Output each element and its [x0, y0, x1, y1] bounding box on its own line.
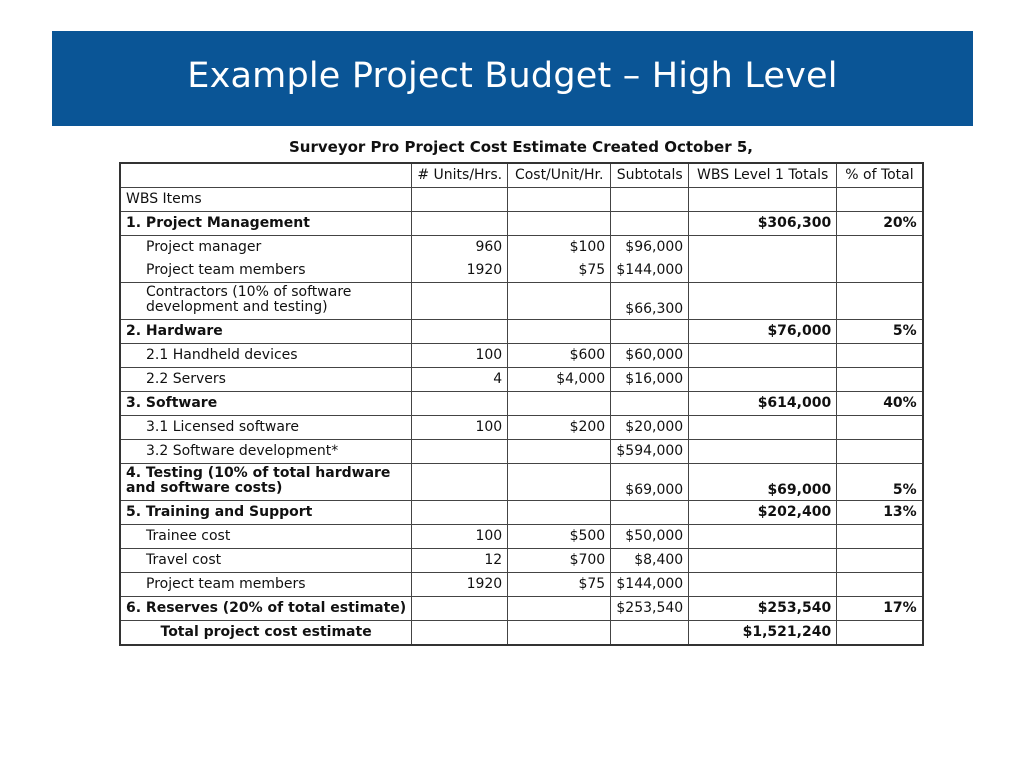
row-label: 3. Software	[120, 392, 412, 416]
cost-cell	[508, 283, 611, 320]
row-label: Total project cost estimate	[120, 621, 412, 646]
percent-cell	[837, 188, 923, 212]
total-cell: $1,521,240	[689, 621, 837, 646]
subtotal-cell	[611, 188, 689, 212]
row-label: Contractors (10% of software development and testing)	[120, 283, 412, 320]
table-row	[120, 236, 923, 260]
total-cell	[689, 236, 837, 260]
total-cell	[689, 344, 837, 368]
total-cell	[689, 259, 837, 283]
row-label: 3.2 Software development*	[120, 440, 412, 464]
row-label: 1. Project Management	[120, 212, 412, 236]
percent-cell	[837, 549, 923, 573]
subtotal-cell: $66,300	[611, 283, 689, 320]
subtotal-cell	[611, 501, 689, 525]
units-cell	[412, 621, 508, 646]
cost-cell	[508, 597, 611, 621]
table-row	[120, 464, 923, 501]
percent-cell	[837, 416, 923, 440]
cost-cell: $500	[508, 525, 611, 549]
units-cell: 12	[412, 549, 508, 573]
header-cell	[120, 163, 412, 188]
header-cell: % of Total	[837, 163, 923, 188]
subtotal-cell: $144,000	[611, 573, 689, 597]
percent-cell: 17%	[837, 597, 923, 621]
units-cell	[412, 464, 508, 501]
header-cell: Cost/Unit/Hr.	[508, 163, 611, 188]
percent-cell	[837, 525, 923, 549]
percent-cell: 5%	[837, 464, 923, 501]
table-row	[120, 525, 923, 549]
table-row	[120, 320, 923, 344]
total-cell	[689, 573, 837, 597]
units-cell	[412, 188, 508, 212]
table-row	[120, 549, 923, 573]
units-cell: 100	[412, 525, 508, 549]
subtotal-cell: $8,400	[611, 549, 689, 573]
percent-cell	[837, 259, 923, 283]
subtotal-cell: $144,000	[611, 259, 689, 283]
units-cell: 100	[412, 416, 508, 440]
subtotal-cell	[611, 392, 689, 416]
percent-cell	[837, 440, 923, 464]
percent-cell	[837, 573, 923, 597]
row-label: 6. Reserves (20% of total estimate)	[120, 597, 412, 621]
cost-cell: $100	[508, 236, 611, 260]
percent-cell	[837, 621, 923, 646]
total-cell: $614,000	[689, 392, 837, 416]
table-row	[120, 344, 923, 368]
table-row	[120, 259, 923, 283]
subtotal-cell: $96,000	[611, 236, 689, 260]
cost-cell: $75	[508, 573, 611, 597]
units-cell: 1920	[412, 573, 508, 597]
units-cell	[412, 212, 508, 236]
total-cell: $306,300	[689, 212, 837, 236]
cost-cell: $700	[508, 549, 611, 573]
units-cell	[412, 440, 508, 464]
row-label: Project manager	[120, 236, 412, 260]
total-cell	[689, 549, 837, 573]
total-row	[120, 621, 923, 646]
row-label: 5. Training and Support	[120, 501, 412, 525]
table-row	[120, 573, 923, 597]
percent-cell: 13%	[837, 501, 923, 525]
row-label: Travel cost	[120, 549, 412, 573]
total-cell: $69,000	[689, 464, 837, 501]
table-row	[120, 440, 923, 464]
total-cell	[689, 525, 837, 549]
units-cell	[412, 501, 508, 525]
budget-table	[119, 162, 924, 646]
cost-cell	[508, 501, 611, 525]
units-cell	[412, 597, 508, 621]
cost-cell	[508, 212, 611, 236]
percent-cell: 20%	[837, 212, 923, 236]
total-cell	[689, 188, 837, 212]
subtotal-cell: $50,000	[611, 525, 689, 549]
total-cell	[689, 283, 837, 320]
row-label: 2. Hardware	[120, 320, 412, 344]
subtotal-cell: $60,000	[611, 344, 689, 368]
total-cell	[689, 416, 837, 440]
percent-cell: 5%	[837, 320, 923, 344]
cost-cell	[508, 392, 611, 416]
units-cell: 1920	[412, 259, 508, 283]
units-cell	[412, 392, 508, 416]
row-label: WBS Items	[120, 188, 412, 212]
subtotal-cell	[611, 320, 689, 344]
row-label: 3.1 Licensed software	[120, 416, 412, 440]
cost-cell	[508, 621, 611, 646]
subtotal-cell	[611, 212, 689, 236]
percent-cell	[837, 283, 923, 320]
table-row	[120, 501, 923, 525]
row-label: 4. Testing (10% of total hardware and software costs)	[120, 464, 412, 501]
subtotal-cell: $16,000	[611, 368, 689, 392]
total-cell	[689, 440, 837, 464]
units-cell	[412, 283, 508, 320]
cost-cell	[508, 320, 611, 344]
table-row	[120, 392, 923, 416]
table-row	[120, 416, 923, 440]
table-row	[120, 212, 923, 236]
units-cell: 960	[412, 236, 508, 260]
total-cell: $76,000	[689, 320, 837, 344]
subtotal-cell: $20,000	[611, 416, 689, 440]
cost-cell: $75	[508, 259, 611, 283]
percent-cell	[837, 368, 923, 392]
table-row	[120, 597, 923, 621]
row-label: 2.1 Handheld devices	[120, 344, 412, 368]
slide-title: Example Project Budget – High Level	[187, 55, 838, 96]
cost-cell: $200	[508, 416, 611, 440]
cost-cell: $600	[508, 344, 611, 368]
title-banner	[52, 31, 973, 126]
units-cell: 100	[412, 344, 508, 368]
row-label: Project team members	[120, 573, 412, 597]
header-cell: # Units/Hrs.	[412, 163, 508, 188]
cost-cell: $4,000	[508, 368, 611, 392]
header-cell: WBS Level 1 Totals	[689, 163, 837, 188]
subtotal-cell: $594,000	[611, 440, 689, 464]
subtotal-cell	[611, 621, 689, 646]
units-cell: 4	[412, 368, 508, 392]
cost-cell	[508, 188, 611, 212]
table-row	[120, 188, 923, 212]
cost-cell	[508, 464, 611, 501]
total-cell	[689, 368, 837, 392]
units-cell	[412, 320, 508, 344]
header-cell: Subtotals	[611, 163, 689, 188]
table-row	[120, 368, 923, 392]
row-label: 2.2 Servers	[120, 368, 412, 392]
cost-cell	[508, 440, 611, 464]
percent-cell	[837, 344, 923, 368]
subtotal-cell: $69,000	[611, 464, 689, 501]
percent-cell	[837, 236, 923, 260]
total-cell: $253,540	[689, 597, 837, 621]
total-cell: $202,400	[689, 501, 837, 525]
table-title: Surveyor Pro Project Cost Estimate Created October 5,	[289, 138, 753, 156]
row-label: Project team members	[120, 259, 412, 283]
row-label: Trainee cost	[120, 525, 412, 549]
table-row	[120, 283, 923, 320]
percent-cell: 40%	[837, 392, 923, 416]
table-header-row	[120, 163, 923, 188]
subtotal-cell: $253,540	[611, 597, 689, 621]
